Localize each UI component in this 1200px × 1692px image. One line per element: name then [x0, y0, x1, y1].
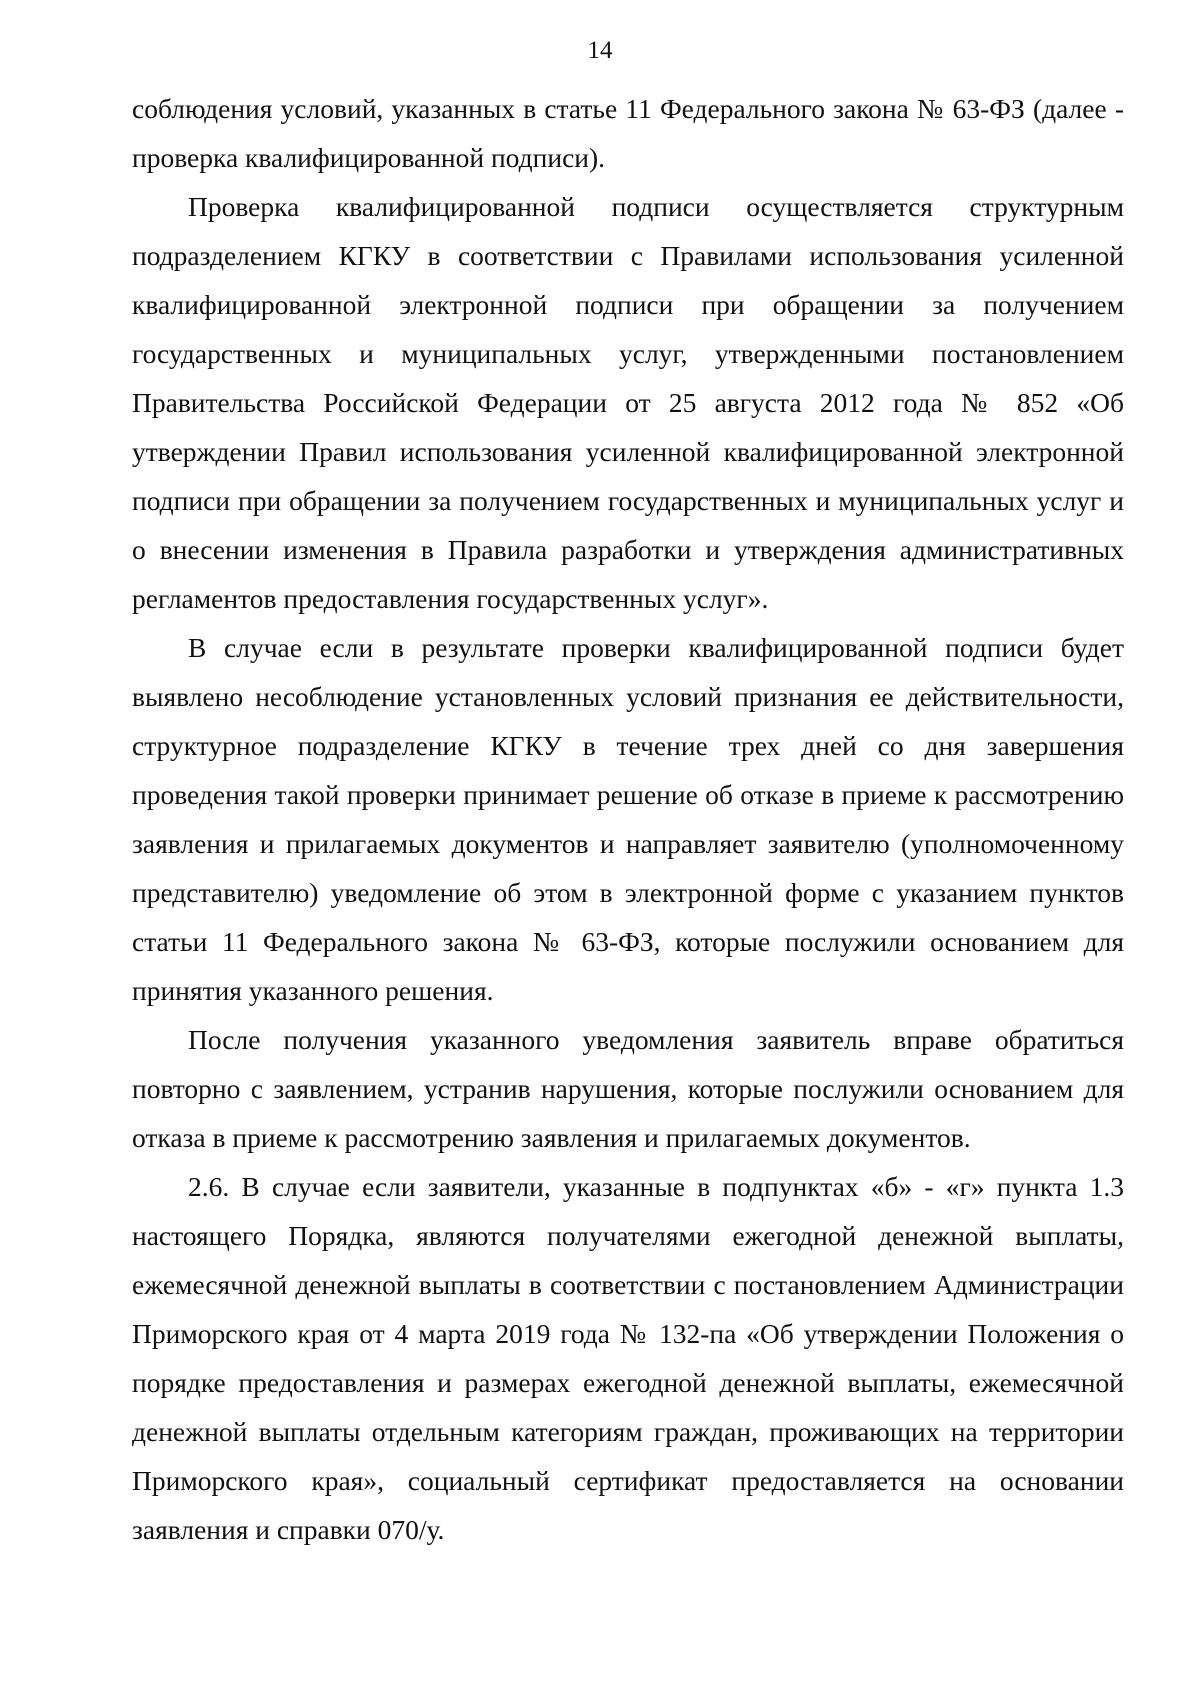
paragraph-2-6: 2.6. В случае если заявители, указанные в подпунктах «б» - «г» пункта 1.3 настоящего Порядка, являются получателями ежегодной денежной выплаты, ежемесячной денежной выплаты в соответствии с постановлением Администрации Приморского края от 4 марта 2019 года № 132-па «Об утверждении Положения о порядке предоставления и размерах ежегодной денежной выплаты, ежемесячной денежной выплаты отдельным категориям граждан, проживающих на территории Приморского края», социальный сертификат предоставляется на основании заявления и справки 070/у.: [132, 1171, 1124, 1545]
paragraph-reapplication: После получения указанного уведомления заявитель вправе обратиться повторно с заявлением, устранив нарушения, которые послужили основанием для отказа в приеме к рассмотрению заявления и прилагаемых документов.: [132, 1024, 1124, 1153]
paragraph-signature-verification: Проверка квалифицированной подписи осуществляется структурным подразделением КГКУ в соответствии с Правилами использования усиленной квалифицированной электронной подписи при обращении за получением государственных и муниципальных услуг, утвержденными постановлением Правительства Российской Федерации от 25 августа 2012 года № 852 «Об утверждении Правил использования усиленной квалифицированной электронной подписи при обращении за получением государственных и муниципальных услуг и о внесении изменения в Правила разработки и утверждения административных регламентов предоставления государственных услуг».: [132, 191, 1124, 614]
paragraph-verification-failure: В случае если в результате проверки квалифицированной подписи будет выявлено несоблюдение установленных условий признания ее действительности, структурное подразделение КГКУ в течение трех дней со дня завершения проведения такой проверки принимает решение об отказе в приеме к рассмотрению заявления и прилагаемых документов и направляет заявителю (уполномоченному представителю) уведомление об этом в электронной форме с указанием пунктов статьи 11 Федерального закона № 63-ФЗ, которые послужили основанием для принятия указанного решения.: [132, 632, 1124, 1006]
paragraph-continuation: соблюдения условий, указанных в статье 11 Федерального закона № 63-ФЗ (далее - проверка квалифицированной подписи).: [132, 93, 1124, 173]
document-body: [132, 84, 1124, 1554]
page-number: 14: [587, 37, 613, 64]
